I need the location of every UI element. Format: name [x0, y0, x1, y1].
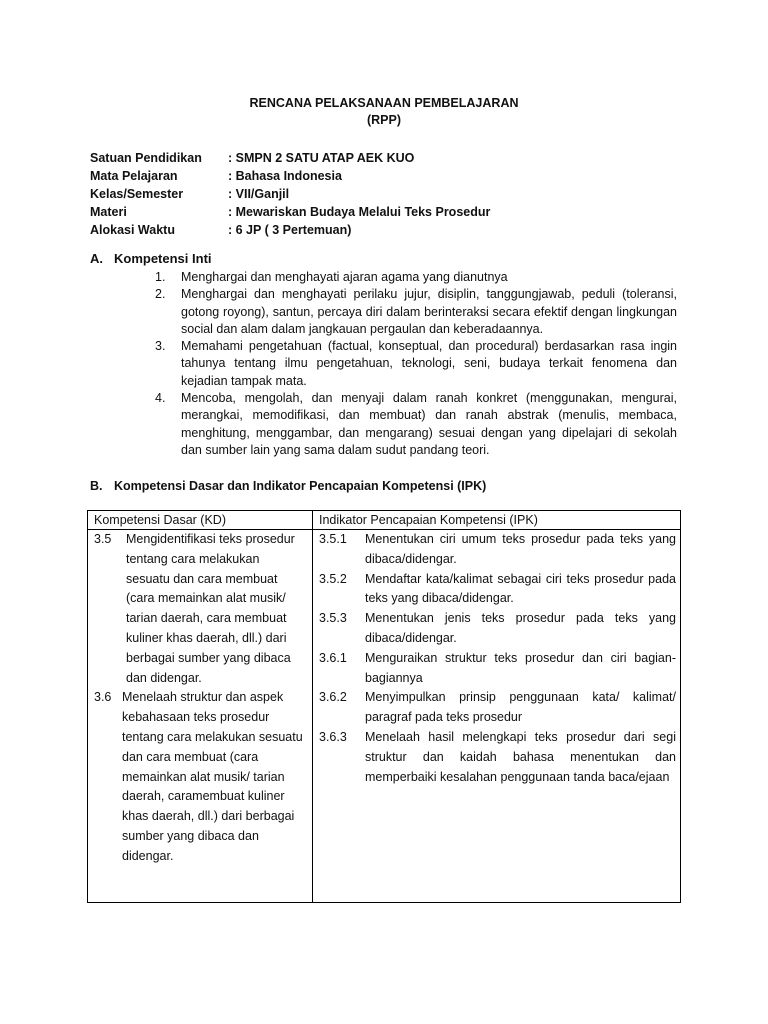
ipk-text: Menelaah hasil melengkapi teks prosedur dari segi struktur dan kaidah bahasa menentukan dan memperbaiki kesalahan penggunaan tanda baca/ejaan [365, 729, 676, 784]
ipk-text: Menentukan jenis teks prosedur pada teks yang dibaca/didengar. [365, 611, 676, 645]
identity-value: : 6 JP ( 3 Pertemuan) [228, 223, 352, 237]
identity-row [90, 221, 490, 239]
ipk-item [319, 728, 676, 787]
identity-label: Satuan Pendidikan [90, 151, 202, 165]
section-a-heading [90, 251, 212, 266]
list-text: Memahami pengetahuan (factual, konseptual, dan procedural) berdasarkan rasa ingin tahunya tentang ilmu pengetahuan, teknologi, seni, budaya terkait fenomena dan kejadian tampak mata. [181, 339, 677, 388]
identity-value: : Mewariskan Budaya Melalui Teks Prosedur [228, 205, 491, 219]
identity-row [90, 167, 490, 185]
ipk-item [319, 688, 676, 728]
ipk-column [319, 530, 676, 787]
ipk-item [319, 649, 676, 689]
document-title: RENCANA PELAKSANAAN PEMBELAJARAN [249, 96, 519, 110]
ipk-text: Menguraikan struktur teks prosedur dan ciri bagian-bagiannya [365, 650, 676, 685]
kd-text: Mengidentifikasi teks prosedur tentang cara melakukan sesuatu dan cara membuat (cara memainkan alat musik/ tarian daerah, cara membuat kuliner khas daerah, dll.) dari berbagai sumber yang dibaca dan didengar. [126, 532, 295, 685]
ipk-number: 3.5.1 [319, 532, 347, 546]
identity-label: Alokasi Waktu [90, 223, 175, 237]
ipk-number: 3.6.3 [319, 729, 347, 744]
list-item [155, 390, 677, 459]
ipk-number: 3.5.3 [319, 611, 347, 626]
ipk-text: Mendaftar kata/kalimat sebagai ciri teks prosedur pada teks yang dibaca/didengar. [365, 571, 676, 606]
ipk-number: 3.6.2 [319, 690, 347, 705]
kd-number: 3.5 [94, 532, 112, 546]
ipk-number: 3.5.2 [319, 571, 347, 586]
list-number: 3. [155, 339, 166, 354]
list-number: 4. [155, 391, 166, 406]
list-item [155, 269, 677, 286]
ipk-item [319, 570, 676, 610]
document-subtitle: (RPP) [366, 113, 402, 127]
list-item [155, 338, 677, 390]
kd-column [92, 530, 306, 867]
section-b-heading [90, 479, 486, 493]
section-title: Kompetensi Dasar dan Indikator Pencapaian Kompetensi (IPK) [114, 479, 487, 493]
kd-item [92, 688, 306, 866]
list-number: 2. [155, 287, 166, 302]
section-letter: A. [90, 251, 103, 266]
kd-ipk-table [87, 510, 681, 903]
list-text: Mencoba, mengolah, dan menyaji dalam ranah konkret (menggunakan, mengurai, merangkai, memodifikasi, dan membuat) dan ranah abstrak (menulis, membaca, menghitung, menggambar, dan mengarang) sesuai dengan yang dipelajari di sekolah dan sumber lain yang sama dalam sudut pandang teori. [181, 391, 677, 457]
identity-value: : SMPN 2 SATU ATAP AEK KUO [228, 151, 415, 165]
list-number: 1. [155, 270, 166, 284]
ipk-item [319, 530, 676, 570]
identity-label: Mata Pelajaran [90, 169, 178, 183]
identity-row [90, 185, 490, 203]
ipk-text: Menentukan ciri umum teks prosedur pada teks yang dibaca/didengar. [365, 532, 676, 566]
ipk-text: Menyimpulkan prinsip penggunaan kata/ kalimat/ paragraf pada teks prosedur [365, 690, 676, 725]
column-divider [312, 511, 313, 902]
identity-value: : VII/Ganjil [228, 187, 290, 201]
table-header-kd: Kompetensi Dasar (KD) [94, 513, 226, 527]
ipk-item [319, 609, 676, 649]
kd-number: 3.6 [94, 690, 112, 705]
kd-item [92, 530, 306, 688]
identity-block [90, 149, 490, 239]
list-text: Menghargai dan menghayati perilaku jujur, disiplin, tanggungjawab, peduli (toleransi, gotong royong), santun, percaya diri dalam berinteraksi secara efektif dengan lingkungan social dan alam dalam jangkauan pergaulan dan keberadaannya. [181, 287, 677, 336]
identity-row [90, 149, 490, 167]
ipk-number: 3.6.1 [319, 650, 347, 665]
identity-value: : Bahasa Indonesia [228, 169, 342, 183]
list-text: Menghargai dan menghayati ajaran agama yang dianutnya [181, 270, 508, 284]
identity-label: Materi [90, 205, 127, 219]
identity-row [90, 203, 490, 221]
kd-text: Menelaah struktur dan aspek kebahasaan teks prosedur tentang cara melakukan sesuatu dan cara membuat (cara memainkan alat musik/ tarian daerah, caramembuat kuliner khas daerah, dll.) dari berbagai sumber yang dibaca dan didengar. [122, 690, 303, 863]
section-letter: B. [90, 479, 103, 493]
kompetensi-inti-list [155, 269, 677, 459]
identity-label: Kelas/Semester [90, 187, 184, 201]
list-item [155, 286, 677, 338]
section-title: Kompetensi Inti [114, 251, 212, 266]
table-header-ipk: Indikator Pencapaian Kompetensi (IPK) [319, 513, 538, 527]
